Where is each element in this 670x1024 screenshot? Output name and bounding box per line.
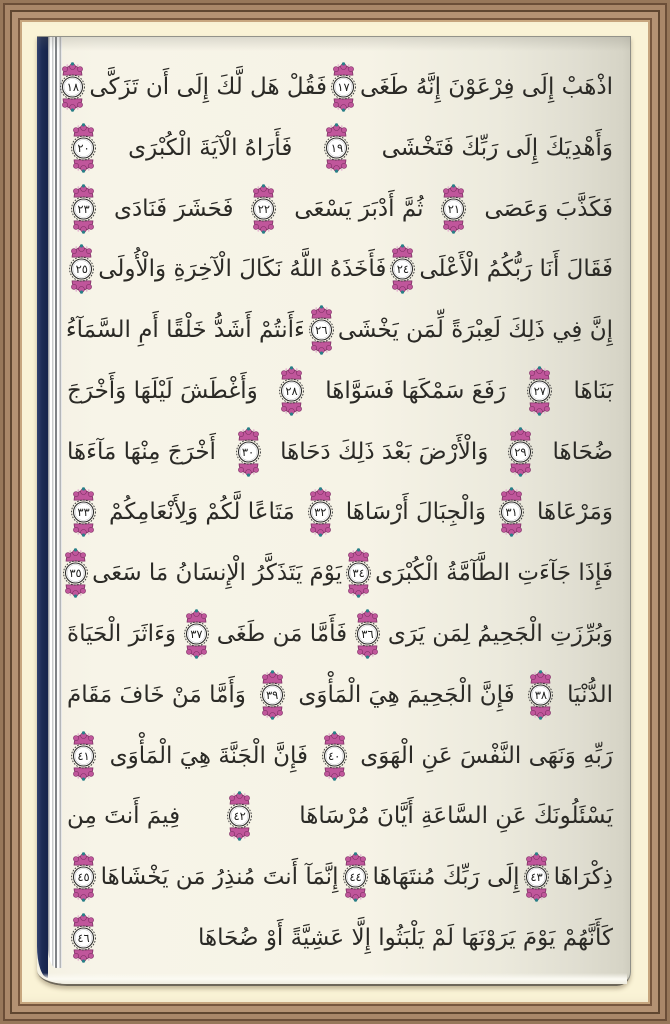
- ayah-text: رَبِّهِ وَنَهَى النَّفْسَ عَنِ الْهَوَى: [360, 742, 613, 769]
- ayah-text: ءَأَنتُمْ أَشَدُّ خَلْقًا أَمِ السَّمَآءُ: [65, 317, 305, 344]
- ayah-text: ذِكْرَاهَا: [553, 864, 613, 891]
- quran-line: [67, 118, 613, 178]
- ayah-end-marker-icon: [344, 548, 373, 598]
- ayah-number: ٤٣: [530, 869, 543, 884]
- ayah-number: ٢١: [447, 201, 461, 216]
- ayah-end-marker-icon: [69, 184, 98, 234]
- quran-text-block: [67, 57, 613, 968]
- ayah-number: ٣٩: [265, 687, 279, 702]
- ayah-text: يَسْئَلُونَكَ عَنِ السَّاعَةِ أَيَّانَ مُرْسَاهَا: [299, 803, 613, 830]
- ayah-number: ٢٨: [285, 383, 298, 398]
- ayah-number: ٣٧: [190, 626, 203, 641]
- quran-line: [67, 786, 613, 846]
- ayah-number: ٤٥: [77, 869, 90, 884]
- ayah-text: فَقُلْ هَل لَّكَ إِلَى أَن تَزَكَّى: [89, 74, 327, 100]
- ayah-text: فَقَالَ أَنَا رَبُّكُمُ الْأَعْلَى: [419, 256, 613, 283]
- ayah-end-marker-icon: [61, 548, 90, 598]
- ayah-number: ٢٣: [77, 201, 90, 216]
- ayah-number: ٣٦: [361, 626, 374, 641]
- page-corner-curl: [43, 973, 627, 984]
- ayah-number: ٢٩: [514, 444, 527, 459]
- ayah-text: وَأَغْطَشَ لَيْلَهَا وَأَخْرَجَ: [67, 377, 258, 404]
- ayah-text: الدُّنْيَا: [567, 681, 613, 708]
- ayah-number: ١٩: [330, 140, 344, 155]
- ayah-text: وَءَاثَرَ الْحَيَاةَ: [67, 621, 176, 648]
- ayah-end-marker-icon: [69, 123, 98, 173]
- ayah-text: يَوْمَ يَتَذَكَّرُ الْإِنسَانُ مَا سَعَى: [92, 560, 343, 587]
- ayah-end-marker-icon: [525, 366, 554, 416]
- ayah-text: فَأَخَذَهُ اللَّهُ نَكَالَ الْآخِرَةِ وَالْأُولَى: [98, 256, 387, 283]
- ayah-end-marker-icon: [69, 487, 98, 537]
- book-spine-edge: [37, 37, 48, 978]
- ayah-text: ضُحَاهَا: [552, 438, 613, 465]
- ayah-number: ١٨: [66, 79, 80, 94]
- ayah-end-marker-icon: [497, 487, 526, 537]
- ayah-number: ٤٢: [233, 809, 246, 824]
- ayah-text: ثُمَّ أَدْبَرَ يَسْعَى: [294, 195, 424, 222]
- stacked-page-edges: [48, 37, 62, 968]
- quran-line: [67, 239, 613, 299]
- ayah-end-marker-icon: [506, 427, 535, 477]
- ayah-end-marker-icon: [249, 184, 278, 234]
- ayah-end-marker-icon: [353, 609, 382, 659]
- page-top-shade: [37, 37, 630, 51]
- ayah-text: فِيمَ أَنتَ مِن: [67, 803, 181, 830]
- ayah-number: ٤٦: [77, 930, 90, 945]
- ayah-number: ٢٥: [75, 262, 88, 277]
- ayah-end-marker-icon: [58, 62, 87, 112]
- ayah-end-marker-icon: [329, 62, 358, 112]
- ayah-number: ٣٤: [352, 566, 365, 581]
- ayah-number: ٣٣: [77, 505, 90, 520]
- ayah-end-marker-icon: [439, 184, 468, 234]
- ayah-number: ٣٠: [241, 444, 255, 459]
- ayah-number: ٢٦: [315, 322, 328, 337]
- ayah-text: أَخْرَجَ مِنْهَا مَآءَهَا: [67, 438, 216, 465]
- quran-line: [67, 57, 613, 117]
- ayah-text: فَحَشَرَ فَنَادَى: [113, 195, 234, 222]
- ayah-text: فَأَمَّا مَن طَغَى: [216, 621, 348, 648]
- ayah-end-marker-icon: [322, 123, 351, 173]
- quran-line: [67, 482, 613, 542]
- ayah-end-marker-icon: [182, 609, 211, 659]
- ayah-text: وَالْأَرْضَ بَعْدَ ذَلِكَ دَحَاهَا: [280, 438, 489, 465]
- ayah-end-marker-icon: [341, 852, 370, 902]
- ayah-number: ٤٤: [349, 869, 362, 884]
- ayah-text: وَالْجِبَالَ أَرْسَاهَا: [345, 499, 486, 526]
- ayah-number: ٤٠: [327, 748, 341, 763]
- ayah-text: إِلَى رَبِّكَ مُنتَهَاهَا: [372, 864, 520, 891]
- ayah-end-marker-icon: [69, 731, 98, 781]
- ayah-text: إِنَّمَآ أَنتَ مُنذِرُ مَن يَخْشَاهَا: [100, 864, 339, 891]
- quran-line: [67, 847, 613, 907]
- ayah-end-marker-icon: [277, 366, 306, 416]
- ayah-number: ٣٢: [314, 505, 327, 520]
- ayah-text: إِنَّ فِي ذَلِكَ لَعِبْرَةً لِّمَن يَخْشَى: [337, 317, 613, 344]
- ayah-text: وَبُرِّزَتِ الْجَحِيمُ لِمَن يَرَى: [387, 621, 613, 648]
- ayah-number: ٢٧: [533, 383, 546, 398]
- quran-line: [67, 361, 613, 421]
- ayah-end-marker-icon: [69, 852, 98, 902]
- ayah-number: ١٧: [337, 79, 350, 94]
- ayah-end-marker-icon: [388, 244, 417, 294]
- quran-line: [67, 604, 613, 664]
- quran-line: [67, 726, 613, 786]
- ayah-text: فَإِنَّ الْجَحِيمَ هِيَ الْمَأْوَى: [298, 681, 515, 708]
- quran-line: [67, 300, 613, 360]
- ayah-text: بَنَاهَا: [573, 377, 613, 404]
- ayah-text: وَأَهْدِيَكَ إِلَى رَبِّكَ فَتَخْشَى: [381, 134, 613, 161]
- ayah-end-marker-icon: [234, 427, 263, 477]
- ayah-end-marker-icon: [522, 852, 551, 902]
- ayah-end-marker-icon: [526, 670, 555, 720]
- ayah-text: مَتَاعًا لَّكُمْ وَلِأَنْعَامِكُمْ: [109, 499, 295, 526]
- ayah-end-marker-icon: [225, 791, 254, 841]
- ayah-end-marker-icon: [69, 913, 98, 963]
- ayah-number: ٢٢: [257, 201, 271, 216]
- ayah-number: ٣١: [505, 505, 518, 520]
- ayah-number: ٤١: [77, 748, 90, 763]
- ayah-end-marker-icon: [307, 305, 336, 355]
- quran-line: [67, 665, 613, 725]
- ayah-text: رَفَعَ سَمْكَهَا فَسَوَّاهَا: [325, 377, 507, 404]
- page-surface: [37, 36, 631, 986]
- ayah-number: ٣٨: [534, 687, 548, 702]
- quran-line: [67, 179, 613, 239]
- ayah-text: وَمَرْعَاهَا: [537, 499, 613, 526]
- ayah-text: وَأَمَّا مَنْ خَافَ مَقَامَ: [67, 681, 246, 708]
- ayah-text: فَكَذَّبَ وَعَصَى: [484, 195, 613, 222]
- ayah-text: فَإِذَا جَآءَتِ الطَّآمَّةُ الْكُبْرَى: [375, 560, 613, 587]
- ayah-end-marker-icon: [258, 670, 287, 720]
- quran-line: [67, 908, 613, 968]
- ayah-number: ٢٤: [396, 262, 410, 277]
- ayah-end-marker-icon: [67, 244, 96, 294]
- ayah-number: ٣٥: [69, 566, 82, 581]
- ayah-text: فَأَرَاهُ الْآيَةَ الْكُبْرَى: [128, 134, 293, 161]
- ayah-end-marker-icon: [306, 487, 335, 537]
- quran-line: [67, 543, 613, 603]
- ayah-text: فَإِنَّ الْجَنَّةَ هِيَ الْمَأْوَى: [109, 742, 309, 769]
- quran-line: [67, 422, 613, 482]
- ayah-end-marker-icon: [320, 731, 349, 781]
- ayah-text: كَأَنَّهُمْ يَوْمَ يَرَوْنَهَا لَمْ يَلْبَثُوا إِلَّا عَشِيَّةً أَوْ ضُحَاهَا: [197, 924, 613, 951]
- ayah-number: ٢٠: [77, 140, 90, 155]
- ayah-text: اذْهَبْ إِلَى فِرْعَوْنَ إِنَّهُ طَغَى: [359, 74, 613, 100]
